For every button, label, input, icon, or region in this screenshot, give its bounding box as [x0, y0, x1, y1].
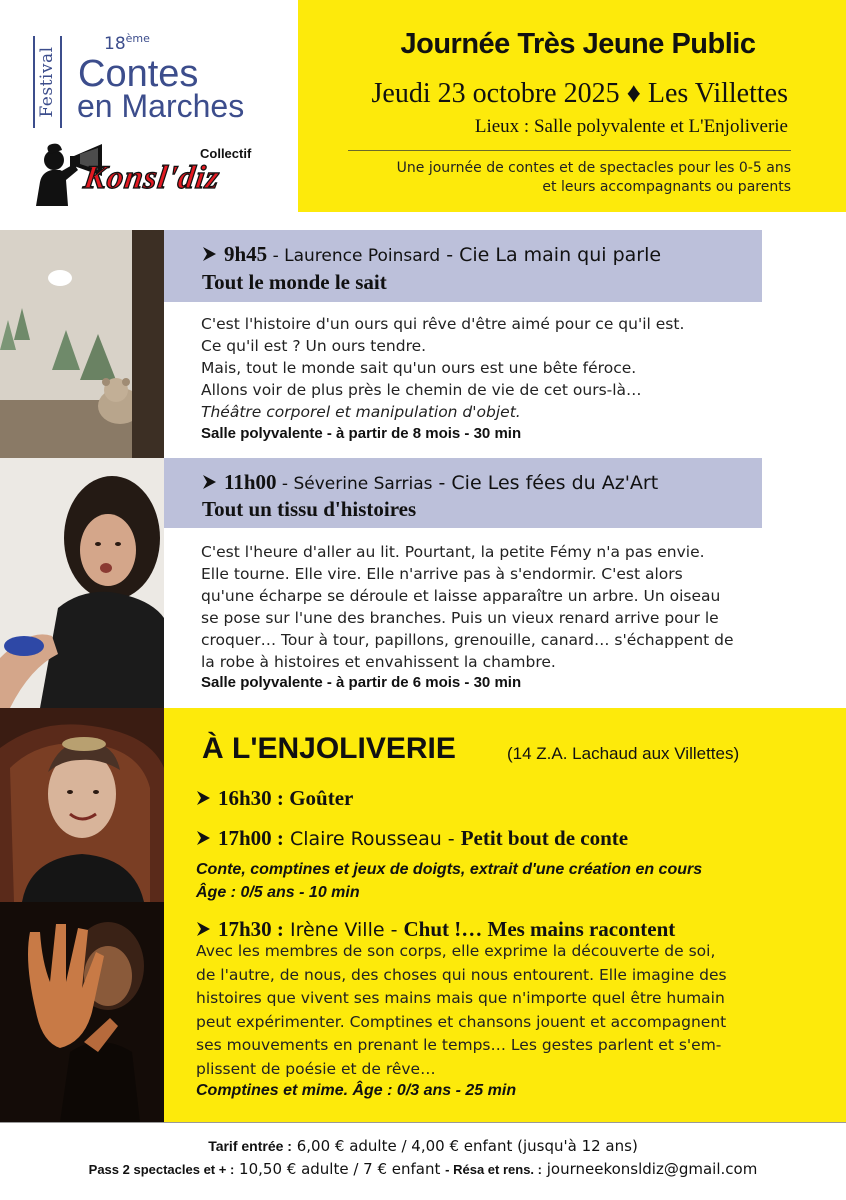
- collectif-label: Collectif: [200, 146, 252, 161]
- logo-title-line1: Contes: [78, 53, 199, 95]
- event-performer: - Laurence Poinsard: [267, 246, 441, 266]
- event-meta: Salle polyvalente - à partir de 6 mois - 30 min: [201, 674, 522, 691]
- intro-text: Une journée de contes et de spectacles pour les 0-5 ans: [396, 160, 791, 176]
- description-line: la robe à histoires et envahissent la chambre.: [201, 653, 556, 671]
- logo-divider: [60, 36, 62, 128]
- event-header-band: [164, 230, 762, 302]
- show-age: Âge : 0/5 ans - 10 min: [196, 884, 360, 901]
- description-line: C'est l'heure d'aller au lit. Pourtant, la petite Fémy n'a pas envie.: [201, 543, 705, 561]
- description-line: Allons voir de plus près le chemin de vie de cet ours-là…: [201, 381, 642, 399]
- show-detail: Conte, comptines et jeux de doigts, extrait d'une création en cours: [196, 861, 703, 878]
- section-address: (14 Z.A. Lachaud aux Villettes): [507, 744, 740, 763]
- description-line: peut expérimenter. Comptines et chansons jouent et accompagnent: [196, 1012, 727, 1031]
- arrow-bullet-icon: [196, 921, 212, 937]
- description-line: histoires que vivent ses mains mais que n'importe quel être humain: [196, 989, 725, 1007]
- description-line: Avec les membres de son corps, elle exprime la découverte de soi,: [196, 942, 716, 960]
- description-line: Elle tourne. Elle vire. Elle n'arrive pas à s'endormir. C'est alors: [201, 565, 683, 583]
- pass-value: 10,50 € adulte / 7 € enfant: [234, 1160, 446, 1178]
- photo-storyteller-irene: [0, 902, 164, 1122]
- event-venues: Lieux : Salle polyvalente et L'Enjoliverie: [474, 116, 788, 137]
- resa-label: - Résa et rens. :: [445, 1162, 542, 1177]
- festival-label: Festival: [37, 46, 57, 118]
- logo-title-line2: en Marches: [77, 88, 245, 124]
- arrow-bullet-icon: [202, 246, 218, 262]
- event-description: [196, 940, 727, 1081]
- show-title: Tout le monde le sait: [202, 270, 387, 294]
- event-time: 17h30 :: [218, 917, 284, 941]
- event-company: - Cie La main qui parle: [440, 244, 662, 266]
- event-genre: Théâtre corporel et manipulation d'objet.: [201, 403, 521, 421]
- pass-line: [0, 1160, 846, 1178]
- event-time-line: [202, 470, 658, 495]
- show-title: Tout un tissu d'histoires: [202, 497, 417, 521]
- event-date: Jeudi 23 octobre 2025 ♦ Les Villettes: [371, 78, 788, 109]
- festival-logo: [0, 0, 298, 212]
- description-line: Ce qu'il est ? Un ours tendre.: [201, 337, 427, 355]
- arrow-bullet-icon: [202, 474, 218, 490]
- intro-text: et leurs accompagnants ou parents: [542, 179, 791, 195]
- contact-email[interactable]: journeekonsldiz@gmail.com: [541, 1160, 758, 1178]
- enjoliverie-section: [164, 708, 846, 1122]
- description-line: de l'autre, de nous, des choses qui nous entourent. Elle imagine des: [196, 965, 727, 984]
- event-time-line: [196, 826, 628, 851]
- event-description: [201, 541, 734, 673]
- event-performer: Claire Rousseau -: [283, 828, 461, 850]
- page-title: Journée Très Jeune Public: [400, 28, 756, 60]
- photo-storyteller-claire: [0, 708, 164, 902]
- divider: [348, 150, 791, 151]
- pass-label: Pass 2 spectacles et + :: [88, 1162, 235, 1177]
- show-title: Chut !… Mes mains racontent: [403, 917, 676, 941]
- event-time: 17h00 :: [218, 826, 284, 850]
- event-time-line: [202, 242, 661, 267]
- event-time: 11h00: [224, 470, 277, 494]
- title-box: [298, 0, 846, 212]
- tarif-line: [0, 1137, 846, 1155]
- event-meta: Salle polyvalente - à partir de 8 mois - 30 min: [201, 425, 522, 442]
- event-header-band: [164, 458, 762, 528]
- arrow-bullet-icon: [196, 830, 212, 846]
- description-line: qu'une écharpe se déroule et laisse apparaître un arbre. Un oiseau: [201, 587, 721, 605]
- event-time-line: [196, 917, 675, 942]
- section-title: À L'ENJOLIVERIE: [202, 732, 456, 765]
- gouter-label: Goûter: [283, 786, 354, 810]
- event-company: - Cie Les fées du Az'Art: [432, 472, 659, 494]
- footer-divider: [0, 1122, 846, 1123]
- collectif-name: Konsl'diz: [81, 160, 223, 196]
- description-line: se pose sur l'une des branches. Puis un vieux renard arrive pour le: [201, 609, 719, 627]
- show-age: Comptines et mime. Âge : 0/3 ans - 25 min: [196, 1082, 517, 1099]
- description-line: Mais, tout le monde sait qu'un ours est une bête féroce.: [201, 359, 637, 377]
- description-line: ses mouvements en prenant le temps… Les gestes parlent et s'em-: [196, 1036, 722, 1054]
- arrow-bullet-icon: [196, 790, 212, 806]
- photo-puppet-bear: [0, 230, 164, 458]
- event-performer: Irène Ville -: [283, 919, 404, 941]
- event-description: [201, 313, 684, 423]
- gouter-line: [196, 786, 353, 811]
- show-title: Petit bout de conte: [460, 826, 629, 850]
- event-performer: - Séverine Sarrias: [276, 474, 433, 494]
- photo-storyteller-severine: [0, 458, 164, 708]
- description-line: plissent de poésie et de rêve…: [196, 1059, 436, 1078]
- tarif-value: 6,00 € adulte / 4,00 € enfant (jusqu'à 12 ans): [291, 1137, 638, 1155]
- event-time: 9h45: [224, 242, 268, 266]
- event-time: 16h30 :: [218, 786, 284, 810]
- description-line: croquer… Tour à tour, papillons, grenouille, canard… s'échappent de: [201, 631, 734, 649]
- description-line: C'est l'histoire d'un ours qui rêve d'être aimé pour ce qu'il est.: [201, 315, 685, 333]
- edition-number: 18ème: [104, 32, 150, 54]
- tarif-label: Tarif entrée :: [208, 1138, 292, 1154]
